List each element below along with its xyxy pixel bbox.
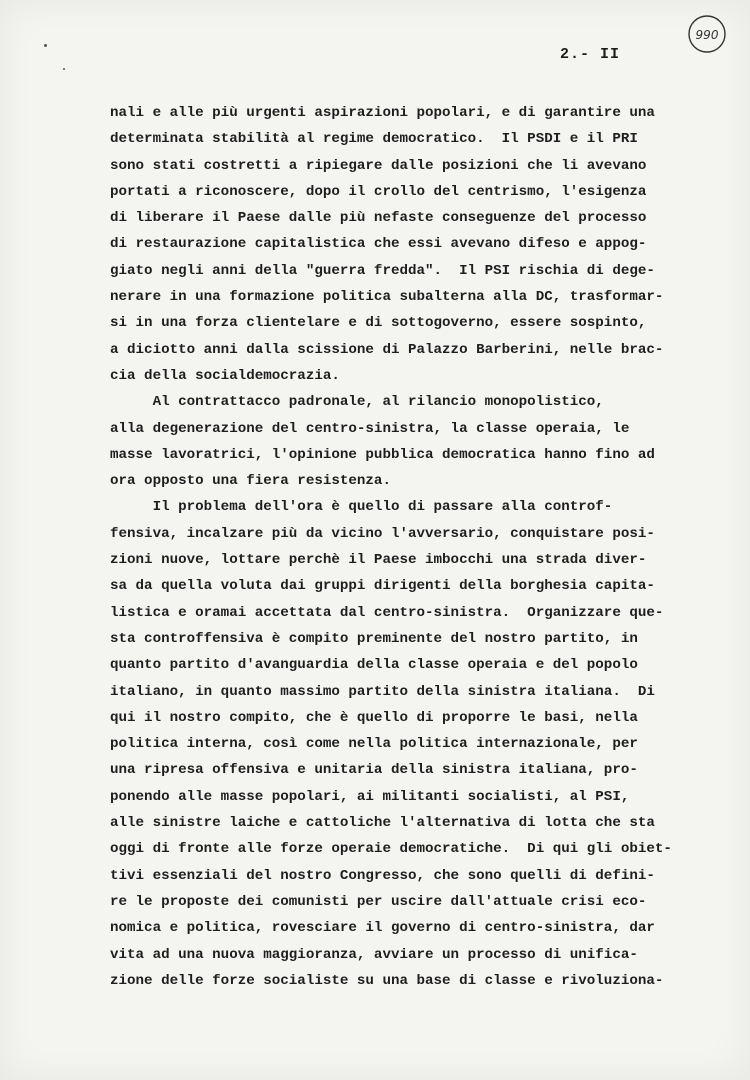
text-line: nerare in una formazione politica subalterna alla DC, trasformar- bbox=[110, 289, 664, 306]
text-line: Il problema dell'ora è quello di passare alla controf- bbox=[110, 499, 613, 516]
text-line: re le proposte dei comunisti per uscire dall'attuale crisi eco- bbox=[110, 893, 647, 910]
text-line: giato negli anni della "guerra fredda". Il PSI rischia di dege- bbox=[110, 262, 655, 279]
text-line: sono stati costretti a ripiegare dalle posizioni che li avevano bbox=[110, 157, 647, 174]
text-line: sa da quella voluta dai gruppi dirigenti della borghesia capita- bbox=[110, 578, 655, 595]
text-line: masse lavoratrici, l'opinione pubblica democratica hanno fino ad bbox=[110, 446, 655, 463]
text-line: quanto partito d'avanguardia della classe operaia e del popolo bbox=[110, 657, 638, 674]
archive-stamp-number: 990 bbox=[695, 28, 719, 42]
archive-stamp bbox=[685, 12, 729, 56]
text-line: di restaurazione capitalistica che essi avevano difeso e appog- bbox=[110, 236, 647, 253]
text-line: tivi essenziali del nostro Congresso, che sono quelli di defini- bbox=[110, 867, 655, 884]
text-line: sta controffensiva è compito preminente del nostro partito, in bbox=[110, 630, 638, 647]
text-line: si in una forza clientelare e di sottogoverno, essere sospinto, bbox=[110, 315, 647, 332]
text-line: di liberare il Paese dalle più nefaste conseguenze del processo bbox=[110, 210, 647, 227]
text-line: ora opposto una fiera resistenza. bbox=[110, 473, 391, 490]
text-line: alle sinistre laiche e cattoliche l'alternativa di lotta che sta bbox=[110, 815, 655, 832]
text-line: qui il nostro compito, che è quello di proporre le basi, nella bbox=[110, 709, 638, 726]
text-line: nali e alle più urgenti aspirazioni popolari, e di garantire una bbox=[110, 105, 655, 121]
text-line: ponendo alle masse popolari, ai militanti socialisti, al PSI, bbox=[110, 788, 630, 805]
text-line: determinata stabilità al regime democratico. Il PSDI e il PRI bbox=[110, 131, 638, 148]
text-line: a diciotto anni dalla scissione di Palazzo Barberini, nelle brac- bbox=[110, 341, 664, 358]
text-line: portati a riconoscere, dopo il crollo del centrismo, l'esigenza bbox=[110, 183, 647, 200]
paper-speck bbox=[63, 68, 65, 70]
paper-speck bbox=[44, 44, 47, 47]
text-line: oggi di fronte alle forze operaie democratiche. Di qui gli obiet- bbox=[110, 841, 672, 858]
text-line: italiano, in quanto massimo partito della sinistra italiana. Di bbox=[110, 683, 655, 700]
text-line: alla degenerazione del centro-sinistra, la classe operaia, le bbox=[110, 420, 630, 437]
text-line: cia della socialdemocrazia. bbox=[110, 367, 340, 384]
page-number: 2.- II bbox=[560, 46, 621, 63]
text-line: listica e oramai accettata dal centro-sinistra. Organizzare que- bbox=[110, 604, 664, 621]
text-line: una ripresa offensiva e unitaria della sinistra italiana, pro- bbox=[110, 762, 638, 779]
body-text bbox=[110, 100, 710, 994]
text-line: zione delle forze socialiste su una base di classe e rivoluziona- bbox=[110, 972, 664, 989]
text-line: politica interna, così come nella politica internazionale, per bbox=[110, 736, 638, 753]
text-line: vita ad una nuova maggioranza, avviare un processo di unifica- bbox=[110, 946, 638, 963]
text-line: Al contrattacco padronale, al rilancio monopolistico, bbox=[110, 394, 604, 411]
text-line: zioni nuove, lottare perchè il Paese imbocchi una strada diver- bbox=[110, 552, 647, 569]
text-line: fensiva, incalzare più da vicino l'avversario, conquistare posi- bbox=[110, 525, 655, 542]
text-line: nomica e politica, rovesciare il governo di centro-sinistra, dar bbox=[110, 920, 655, 937]
